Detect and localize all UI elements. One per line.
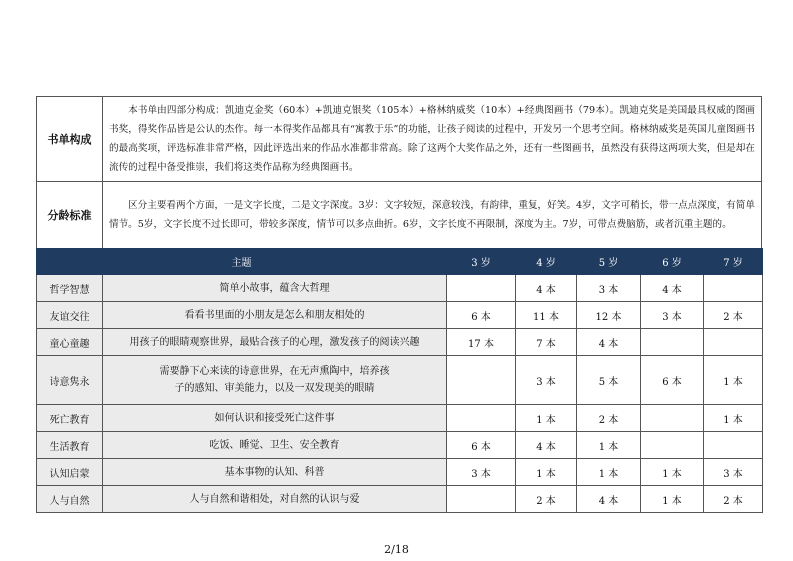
- book-count-age-6: 1 本: [641, 459, 704, 486]
- row-description-text: 简单小故事，蕴含大哲理: [219, 282, 330, 294]
- book-count-age-4: 3 本: [516, 356, 577, 405]
- row-description: [103, 405, 447, 432]
- book-count-age-6: [641, 405, 704, 432]
- table-row: [37, 275, 763, 302]
- book-count-age-5: 3 本: [577, 275, 641, 302]
- row-topic: 人与自然: [37, 486, 103, 513]
- book-count-age-3: [447, 405, 516, 432]
- book-count-age-3: 6 本: [447, 302, 516, 329]
- theme-table: [36, 248, 763, 513]
- book-count-age-6: [641, 432, 704, 459]
- row-description: [103, 356, 447, 405]
- row-topic: 认知启蒙: [37, 459, 103, 486]
- book-count-age-3: [447, 486, 516, 513]
- age-standard-label: 分龄标准: [37, 182, 103, 249]
- row-description-text: 基本事物的认知、科普: [224, 466, 325, 478]
- book-count-age-5: 4 本: [577, 486, 641, 513]
- book-count-age-6: 4 本: [641, 275, 704, 302]
- row-description-text: 看看书里面的小朋友是怎么和朋友相处的: [184, 309, 365, 321]
- composition-row: [37, 97, 762, 182]
- book-count-age-4: 7 本: [516, 329, 577, 356]
- table-row: [37, 432, 763, 459]
- row-description-text: 人与自然和谐相处，对自然的认识与爱: [189, 493, 360, 505]
- header-topic: 主题: [37, 249, 447, 275]
- book-count-age-6: 3 本: [641, 302, 704, 329]
- book-count-age-5: 4 本: [577, 329, 641, 356]
- header-age-4: 4 岁: [516, 249, 577, 275]
- table-row: [37, 329, 763, 356]
- book-count-age-7: 1 本: [704, 405, 763, 432]
- table-row: [37, 486, 763, 513]
- book-count-age-4: 11 本: [516, 302, 577, 329]
- header-age-5: 5 岁: [577, 249, 641, 275]
- row-description: [103, 459, 447, 486]
- book-count-age-7: 3 本: [704, 459, 763, 486]
- row-topic: 诗意隽永: [37, 356, 103, 405]
- row-description: [103, 486, 447, 513]
- book-count-age-7: [704, 432, 763, 459]
- book-count-age-4: 2 本: [516, 486, 577, 513]
- book-count-age-3: 3 本: [447, 459, 516, 486]
- book-count-age-5: 1 本: [577, 459, 641, 486]
- book-count-age-4: 4 本: [516, 432, 577, 459]
- book-count-age-5: 1 本: [577, 432, 641, 459]
- book-count-age-7: 2 本: [704, 486, 763, 513]
- book-count-age-3: [447, 356, 516, 405]
- theme-table-body: [37, 275, 763, 513]
- table-row: [37, 405, 763, 432]
- row-topic: 生活教育: [37, 432, 103, 459]
- composition-text-cell: [103, 97, 762, 182]
- book-count-age-4: 1 本: [516, 459, 577, 486]
- composition-label: 书单构成: [37, 97, 103, 182]
- book-count-age-4: 4 本: [516, 275, 577, 302]
- row-topic: 友谊交往: [37, 302, 103, 329]
- header-age-7: 7 岁: [704, 249, 763, 275]
- book-count-age-7: [704, 329, 763, 356]
- page-number: 2/18: [384, 543, 409, 556]
- book-count-age-3: 6 本: [447, 432, 516, 459]
- header-age-6: 6 岁: [641, 249, 704, 275]
- booklist-document: [36, 96, 762, 513]
- book-count-age-7: 2 本: [704, 302, 763, 329]
- row-description: [103, 275, 447, 302]
- row-topic: 死亡教育: [37, 405, 103, 432]
- book-count-age-6: 1 本: [641, 486, 704, 513]
- book-count-age-5: 12 本: [577, 302, 641, 329]
- table-row: [37, 302, 763, 329]
- header-age-3: 3 岁: [447, 249, 516, 275]
- book-count-age-5: 2 本: [577, 405, 641, 432]
- row-description: [103, 329, 447, 356]
- age-standard-text-cell: [103, 182, 762, 249]
- book-count-age-7: [704, 275, 763, 302]
- row-description: [103, 432, 447, 459]
- age-standard-text: 区分主要看两个方面，一是文字长度，二是文字深度。3岁：文字较短，深意较浅，有韵律，重复，好笑。4岁，文字可稍长，带一点点深度，有简单情节。5岁，文字长度不过长即可，带较多深度，情节可以多点曲折。6岁，文字长度不再限制，深度为主。7岁，可带点费脑筋，或者沉重主题的。: [109, 200, 755, 230]
- book-count-age-7: 1 本: [704, 356, 763, 405]
- row-topic: 童心童趣: [37, 329, 103, 356]
- book-count-age-3: [447, 275, 516, 302]
- book-count-age-6: [641, 329, 704, 356]
- composition-text: 本书单由四部分构成：凯迪克金奖（60本）+凯迪克银奖（105本）+格林纳威奖（10本）+经典图画书（79本）。凯迪克奖是美国最具权威的图画书奖，得奖作品皆是公认的杰作。每一本得奖作品都具有“寓教于乐”的功能，让孩子阅读的过程中，开发另一个思考空间。格林纳威奖是英国儿童图画书的最高奖项，评选标准非常严格，因此评选出来的作品水准都非常高。除了这两个大奖作品之外，还有一些图画书，虽然没有获得这两项大奖，但是却在流传的过程中备受推崇，我们将这类作品称为经典图画书。: [109, 105, 755, 173]
- row-topic: 哲学智慧: [37, 275, 103, 302]
- row-description: [103, 302, 447, 329]
- table-row: [37, 459, 763, 486]
- intro-table: [36, 96, 762, 249]
- book-count-age-5: 5 本: [577, 356, 641, 405]
- theme-table-header: [37, 249, 763, 275]
- row-description-text: 需要静下心来读的诗意世界，在无声熏陶中，培养孩子的感知、审美能力，以及一双发现美的眼睛: [159, 366, 390, 394]
- age-standard-row: [37, 182, 762, 249]
- book-count-age-4: 1 本: [516, 405, 577, 432]
- row-description-text: 用孩子的眼睛观察世界，最贴合孩子的心理，激发孩子的阅读兴趣: [129, 336, 420, 348]
- book-count-age-6: 6 本: [641, 356, 704, 405]
- row-description-text: 吃饭、睡觉、卫生、安全教育: [209, 439, 340, 451]
- row-description-text: 如何认识和接受死亡这件事: [214, 412, 335, 424]
- book-count-age-3: 17 本: [447, 329, 516, 356]
- table-row: [37, 356, 763, 405]
